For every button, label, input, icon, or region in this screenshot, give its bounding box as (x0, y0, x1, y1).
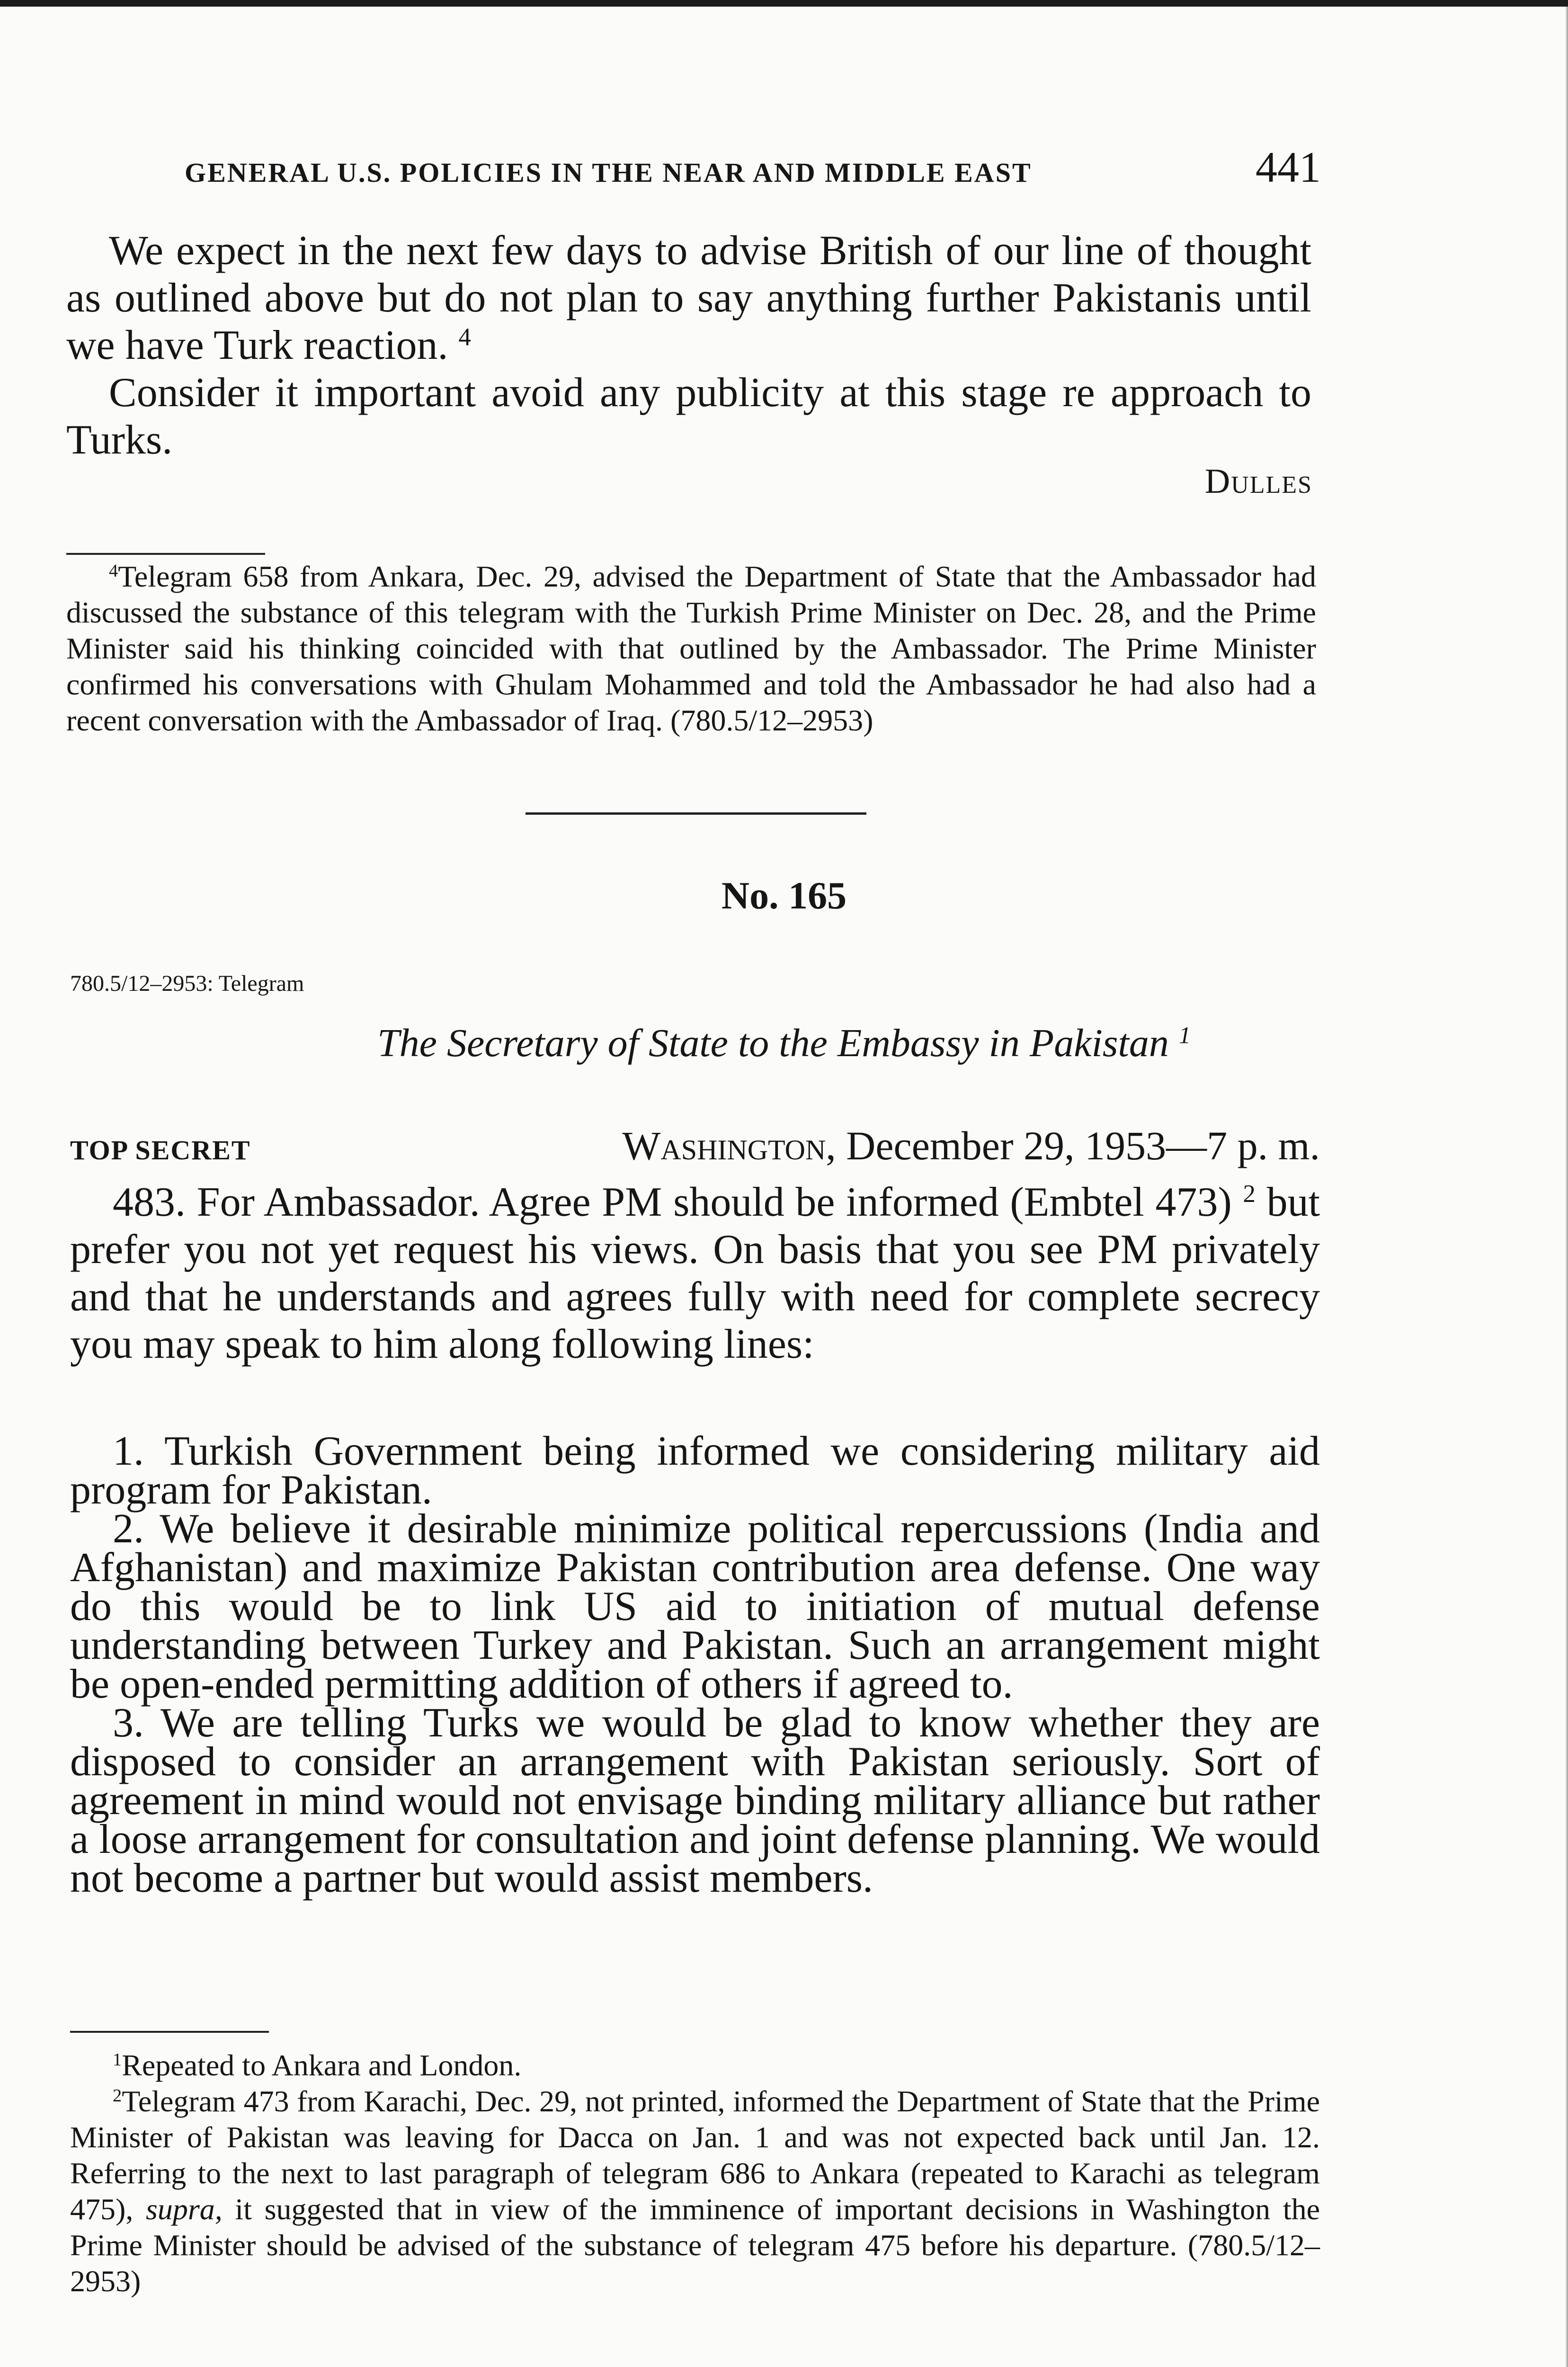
footnote-4-marker: 4 (109, 561, 118, 581)
top-edge-bar (0, 0, 1568, 7)
footnote-ref-2: 2 (1243, 1180, 1256, 1208)
footnotes (70, 2047, 1320, 2299)
footnote-4: $^4$Telegram 658 from Ankara, Dec. 29, advised the Department of State that the Ambassador had discussed the substance of this telegram with the Turkish Prime Minister on Dec. 28, and the Prime Minister said his thinking coincided with that outlined by the Ambassador. The Prime Minister confirmed his conversations with Ghulam Mohammed and told the Ambassador he had also had a recent conversation with the Ambassador of Iraq. (780.5/12–2953) (66, 560, 1316, 737)
signature: Dulles (1204, 462, 1312, 501)
running-title: GENERAL U.S. POLICIES IN THE NEAR AND MIDDLE EAST (185, 157, 1032, 188)
date: December 29, 1953—7 p. m. (846, 1123, 1320, 1168)
list-item: 1. Turkish Government being informed we considering military aid program for Pakistan. (70, 1428, 1320, 1513)
telegram-lead: 483. For Ambassador. Agree PM should be informed (Embtel 473) $^2$ but prefer you not yet request his views. On basis that you see PM privately and that he understands and agrees fully with need for complete secrecy you may speak to him along following lines: (70, 1179, 1320, 1367)
footnote-rule (70, 2031, 269, 2033)
continuation-text (66, 227, 1311, 464)
right-page-edge (1565, 7, 1568, 2367)
telegram-points (70, 1428, 1320, 1901)
footnote-2: $^2$Telegram 473 from Karachi, Dec. 29, not printed, informed the Department of State that the Prime Minister of Pakistan was leaving for Dacca on Jan. 1 and was not expected back until Jan. 12. Referring to the next to last paragraph of telegram 686 to Ankara (repeated to Karachi as telegram 475), supra, it suggested that in view of the imminence of important decisions in Washington the Prime Minister should be advised of the substance of telegram 475 before his departure. (780.5/12–2953) (70, 2084, 1320, 2298)
section-divider (526, 812, 866, 815)
footnote-ref-4: 4 (458, 323, 471, 351)
place-date (622, 1122, 1320, 1169)
footnote-rule (66, 553, 265, 555)
list-item: 3. We are telling Turks we would be glad to know whether they are disposed to consider an arrangement with Pakistan seriously. Sort of agreement in mind would not envisage binding military alliance but rather a loose arrangement for consultation and joint defense planning. We would not become a partner but would assist members. (70, 1700, 1320, 1901)
list-item: 2. We believe it desirable minimize political repercussions (India and Afghanistan) and maximize Pakistan contribution area defense. One way do this would be to link US aid to initiation of mutual defense understanding between Turkey and Pakistan. Such an arrangement might be open-ended permitting addition of others if agreed to. (70, 1506, 1320, 1707)
page-header (185, 142, 1321, 192)
document-number: No. 165 (721, 874, 847, 917)
footnote-1: $^1$Repeated to Ankara and London. (113, 2048, 522, 2082)
classification: TOP SECRET (70, 1135, 251, 1166)
file-reference: 780.5/12–2953: Telegram (70, 971, 304, 996)
document-title: The Secretary of State to the Embassy in Pakistan $^1$ (377, 1021, 1191, 1065)
continuation-paragraph-2: Consider it important avoid any publicity at this stage re approach to Turks. (66, 370, 1311, 463)
footnote-ref-1: 1 (1178, 1022, 1191, 1049)
page-number: 441 (1256, 143, 1321, 191)
continuation-paragraph-1: We expect in the next few days to advise British of our line of thought as outlined above but do not plan to say anything further Pakistanis until we have Turk reaction. $^4$ (66, 228, 1311, 368)
dateline (70, 1122, 1320, 1169)
place: Washington, (622, 1123, 836, 1168)
